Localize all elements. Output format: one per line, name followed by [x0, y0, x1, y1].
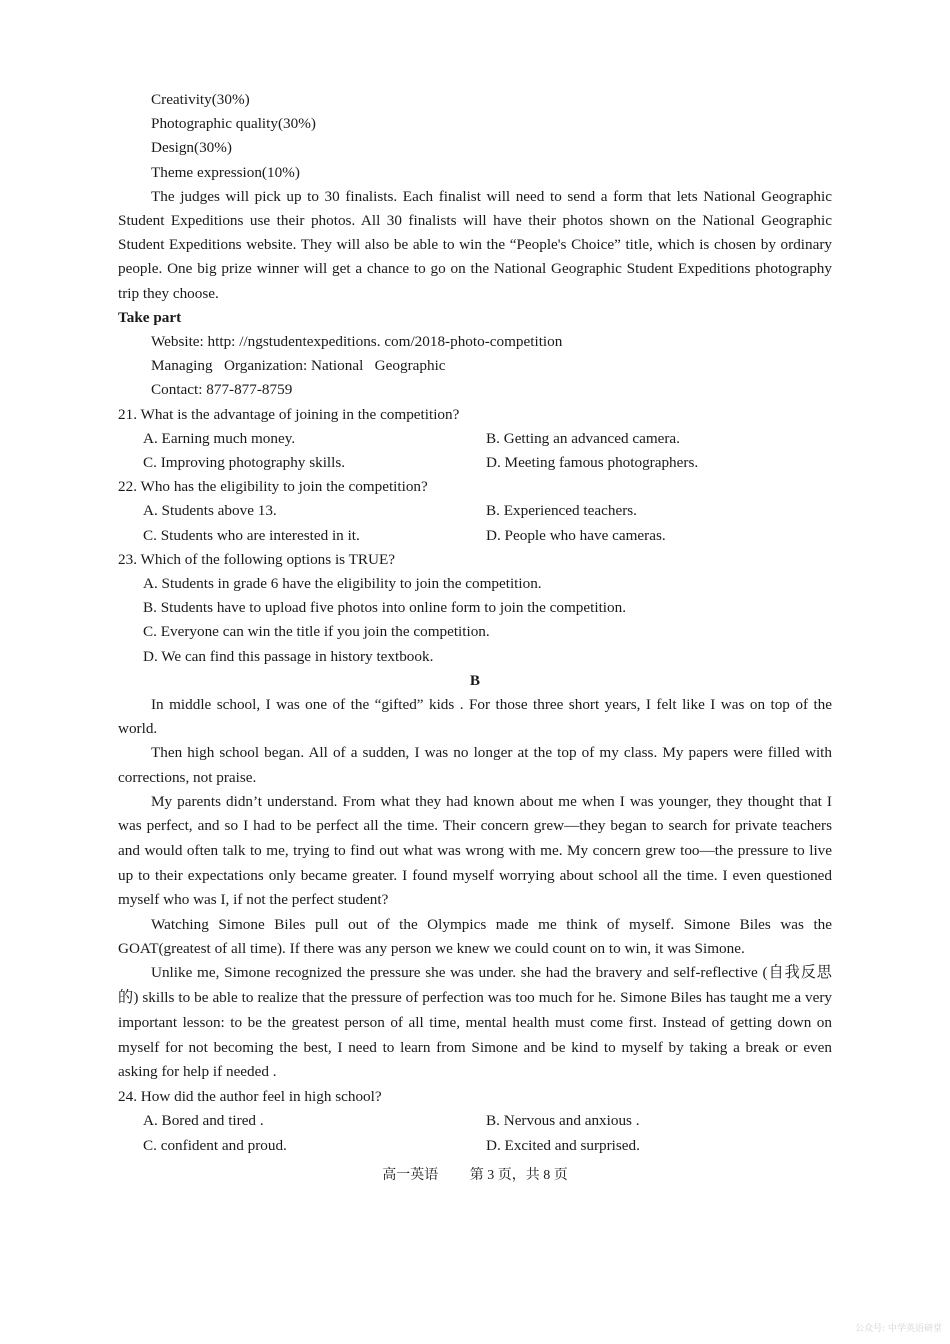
criterion-creativity: Creativity(30%) — [151, 91, 250, 108]
question-24-options-row-1 — [118, 1109, 832, 1133]
contact-line: Contact: 877-877-8759 — [151, 381, 293, 399]
option-23-b: B. Students have to upload five photos into online form to join the competition. — [143, 599, 626, 617]
website-line: Website: http: //ngstudentexpeditions. com/2018-photo-competition — [151, 333, 563, 351]
question-21-options-row-1 — [118, 427, 832, 451]
footer-page-number: 第 3 页，共 8 页 — [469, 1168, 568, 1183]
question-24-stem: 24. How did the author feel in high school? — [118, 1088, 382, 1106]
option-22-c: C. Students who are interested in it. — [143, 526, 360, 544]
judges-paragraph: The judges will pick up to 30 finalists. Each finalist will need to send a form that lets National Geographic Student Expeditions use their photos. All 30 finalists will have their photos shown on the National Geographic Student Expeditions website. They will also be able to win the “People's Choice” title, which is chosen by ordinary people. One big prize winner will get a chance to go on the National Geographic Student Expeditions photography trip they choose. — [118, 187, 832, 302]
question-22-options-row-2 — [118, 524, 832, 548]
option-23-a: A. Students in grade 6 have the eligibility to join the competition. — [143, 575, 542, 593]
question-22-stem: 22. Who has the eligibility to join the competition? — [118, 478, 428, 496]
option-24-b: B. Nervous and anxious . — [486, 1112, 640, 1130]
criterion-photographic-quality: Photographic quality(30%) — [151, 115, 316, 133]
option-22-d: D. People who have cameras. — [486, 526, 666, 544]
question-22-options-row-1 — [118, 499, 832, 523]
passage-b-paragraph-4: Watching Simone Biles pull out of the Olympics made me think of myself. Simone Biles was the GOAT(greatest of all time). If there was any person we knew we could count on to win, it was Simone. — [118, 915, 832, 958]
question-24-options-row-2 — [118, 1134, 832, 1158]
option-24-d: D. Excited and surprised. — [486, 1136, 640, 1154]
passage-b-paragraph-1: In middle school, I was one of the “gifted” kids . For those three short years, I felt like I was on top of the world. — [118, 696, 832, 738]
option-24-c: C. confident and proud. — [143, 1136, 287, 1154]
question-21-options-row-2 — [118, 451, 832, 475]
organization-line: Managing Organization: National Geographic — [151, 357, 446, 375]
question-23-stem: 23. Which of the following options is TRUE? — [118, 550, 396, 568]
option-23-c: C. Everyone can win the title if you join the competition. — [143, 623, 490, 641]
page-footer — [0, 1164, 950, 1184]
option-24-a: A. Bored and tired . — [143, 1112, 264, 1130]
option-23-d: D. We can find this passage in history textbook. — [143, 647, 434, 665]
option-21-c: C. Improving photography skills. — [143, 454, 346, 472]
footer-subject: 高一英语 — [382, 1168, 439, 1183]
passage-b-paragraph-3: My parents didn’t understand. From what they had known about me when I was younger, they thought that I was perfect, and so I had to be perfect all the time. Their concern grew—they began to search for private teachers and would often talk to me, trying to find out what was wrong with me. My concern grew too—the pressure to live up to their expectations only became greater. I found myself worrying about school all the time. I even questioned myself who was I, if not the perfect student? — [118, 792, 832, 909]
criterion-design: Design(30%) — [151, 139, 232, 157]
question-21-stem: 21. What is the advantage of joining in the competition? — [118, 405, 460, 423]
passage-b-paragraph-5: Unlike me, Simone recognized the pressure she was under. she had the bravery and self-reflective (自我反思的) skills to be able to realize that the pressure of perfection was too much for he. Simone Biles has taught me a very important lesson: to be the greatest person of all time, mental health must come first. Instead of getting down on myself for not becoming the best, I need to learn from Simone and be kind to myself by taking a break or even asking for help if needed . — [118, 964, 832, 1081]
criterion-theme-expression: Theme expression(10%) — [151, 163, 300, 181]
exam-page — [118, 88, 832, 1158]
option-22-a: A. Students above 13. — [143, 502, 277, 520]
take-part-heading: Take part — [118, 308, 182, 326]
option-21-d: D. Meeting famous photographers. — [486, 454, 699, 472]
passage-b-paragraph-2: Then high school began. All of a sudden, I was no longer at the top of my class. My papers were filled with corrections, not praise. — [118, 744, 832, 786]
option-21-a: A. Earning much money. — [143, 429, 296, 447]
section-b-heading: B — [469, 671, 481, 689]
option-21-b: B. Getting an advanced camera. — [486, 429, 680, 447]
option-22-b: B. Experienced teachers. — [486, 502, 637, 520]
watermark: 公众号: 中学英语研堂 — [855, 1324, 942, 1334]
